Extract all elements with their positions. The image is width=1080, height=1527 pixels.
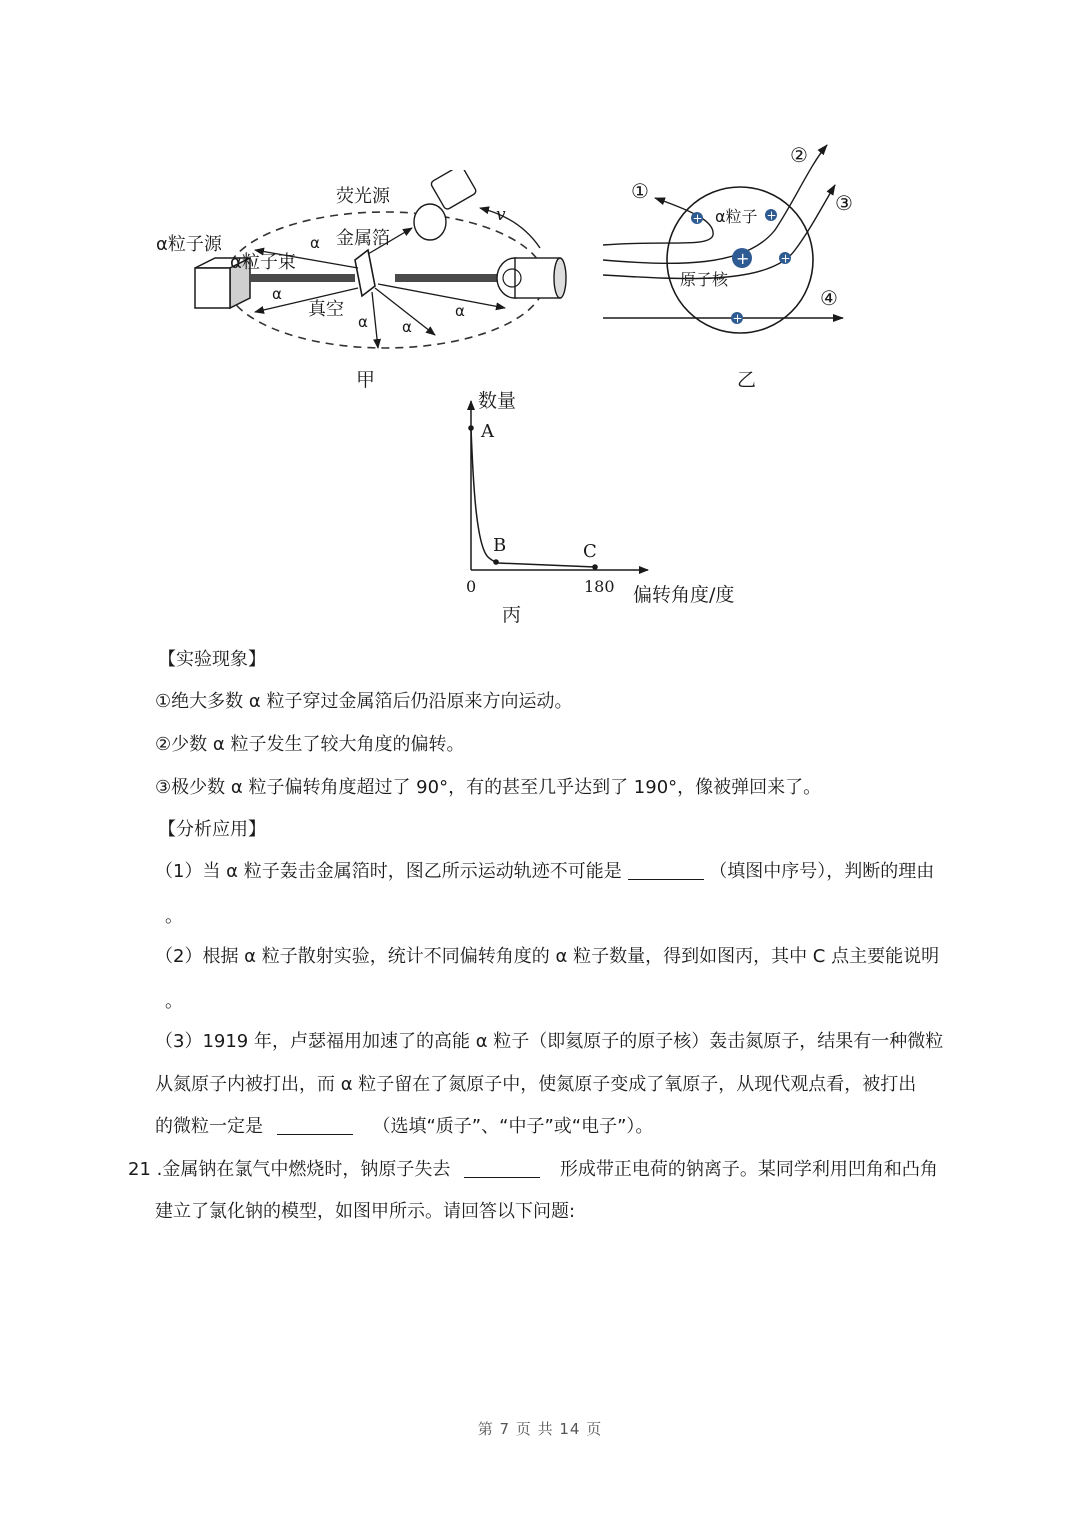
figure-yi [595,140,875,395]
label-alpha-1: α [310,234,320,252]
page-footer: 第 7 页 共 14 页 [477,1420,603,1438]
distribution-curve [471,428,595,567]
q3-text-b: （选填“质子”、“中子”或“电子”）。 [372,1116,654,1137]
metal-foil [355,250,375,296]
nucleus-4 [731,312,743,326]
detector [497,258,566,298]
question-1 [155,860,934,884]
tick-180: 180 [584,577,615,596]
label-track-1: ① [631,179,649,203]
label-nucleus: 原子核 [680,270,729,289]
q1-text-b: （填图中序号），判断的理由 [709,861,935,882]
label-alpha-4: α [402,318,412,336]
q2-end: 。 [165,991,183,1012]
q21-text-b: 形成带正电荷的钠离子。某同学利用凹角和凸角 [559,1159,938,1180]
y-axis-label: 数量 [478,390,517,412]
label-source: α粒子源 [156,234,222,255]
q21-text-a: .金属钠在氯气中燃烧时，钠原子失去 [156,1159,451,1180]
q21-number: 21 [128,1159,151,1180]
question-3-line-2: 从氮原子内被打出，而 α 粒子留在了氮原子中，使氮原子变成了氧原子，从现代观点看，被打出 [155,1074,917,1095]
question-2: （2）根据 α 粒子散射实验，统计不同偏转角度的 α 粒子数量，得到如图丙，其中 C 点主要能说明 [155,946,940,967]
nucleus-1 [691,212,703,226]
point-a [468,425,474,431]
svg-text:+: + [766,208,777,223]
label-point-c: C [583,541,597,562]
label-v: v [496,205,506,225]
svg-text:+: + [692,211,703,226]
tick-0: 0 [466,577,477,596]
q1-text-a: （1）当 α 粒子轰击金属箔时，图乙所示运动轨迹不可能是 [155,861,622,882]
caption-bing: 丙 [502,604,522,626]
alpha-beam [250,274,355,282]
question-21-line-2: 建立了氯化钠的模型，如图甲所示。请回答以下问题: [155,1201,576,1222]
q3-answer-blank[interactable] [277,1116,353,1135]
figure-bing [440,385,760,630]
nucleus-2 [765,209,777,223]
q21-answer-blank[interactable] [464,1159,540,1178]
svg-text:+: + [780,251,791,266]
caption-yi: 乙 [737,369,757,391]
q1-answer-blank[interactable] [628,861,704,880]
label-foil: 金属箔 [336,228,390,249]
label-beam: α粒子束 [230,252,296,273]
label-alpha-2: α [272,285,282,303]
label-point-b: B [493,535,507,556]
svg-text:+: + [732,311,743,326]
label-track-4: ④ [820,286,838,310]
point-b [493,559,499,565]
label-alpha-particle: α粒子 [715,207,758,226]
fluorescent-screen [414,170,477,240]
heading-analysis: 【分析应用】 [158,819,266,840]
exit-beam [395,274,500,282]
label-track-2: ② [790,143,808,167]
phenomenon-1: ①绝大多数 α 粒子穿过金属箔后仍沿原来方向运动。 [155,691,573,712]
label-alpha-5: α [455,302,465,320]
caption-jia: 甲 [356,369,376,391]
question-21-line-1 [128,1158,938,1182]
point-c [592,564,598,570]
question-3-line-1: （3）1919 年，卢瑟福用加速了的高能 α 粒子（即氦原子的原子核）轰击氮原子，结果有一种微粒 [155,1031,944,1052]
nucleus-center [732,248,752,268]
q3-text-a: 的微粒一定是 [155,1116,263,1137]
figure-jia [150,170,570,395]
label-alpha-3: α [358,313,368,331]
nucleus-3 [779,252,791,266]
question-3-line-3 [155,1115,653,1139]
phenomenon-3: ③极少数 α 粒子偏转角度超过了 90°，有的甚至几乎达到了 190°，像被弹回来了。 [155,777,822,798]
x-axis-label: 偏转角度/度 [633,584,735,606]
label-vacuum: 真空 [308,299,344,320]
label-screen: 荧光源 [336,186,390,207]
q1-end: 。 [165,906,183,927]
label-point-a: A [481,421,494,442]
phenomenon-2: ②少数 α 粒子发生了较大角度的偏转。 [155,734,465,755]
label-track-3: ③ [835,191,853,215]
heading-phenomena: 【实验现象】 [158,649,266,670]
svg-text:+: + [736,249,750,268]
